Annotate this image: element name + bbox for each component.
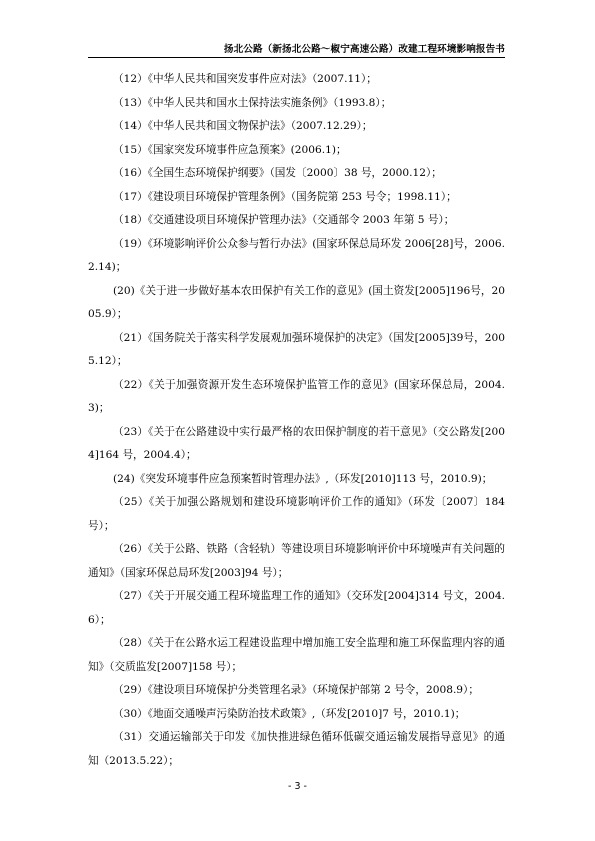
list-item: （21）《国务院关于落实科学发展观加强环境保护的决定》（国发[2005]39号，2005.12）；: [88, 331, 505, 367]
list-item: （25）《关于加强公路规划和建设环境影响评价工作的通知》（环发〔2007〕184 号）；: [88, 496, 505, 532]
list-item: （18）《交通建设项目环境保护管理办法》（交通部令 2003 年第 5 号）；: [113, 214, 455, 226]
list-item: (20)《关于进一步做好基本农田保护有关工作的意见》(国土资发[2005]196号，2005.9）；: [88, 284, 505, 320]
list-item: （15）《国家突发环境事件应急预案》(2006.1)；: [113, 143, 347, 156]
list-item: （14）《中华人民共和国文物保护法》（2007.12.29）；: [113, 120, 373, 132]
list-item: （19）《环境影响评价公众参与暂行办法》(国家环保总局环发 2006[28]号，2006.2.14)；: [88, 237, 505, 273]
list-item: (24)《突发环境事件应急预案暂时管理办法》,（环发[2010]113 号，2010.9)；: [113, 472, 493, 485]
list-item: （17）《建设项目环境保护管理条例》（国务院第 253 号令；1998.11）；: [113, 190, 457, 203]
page-number: - 3 -: [288, 781, 307, 792]
regulation-list: [88, 68, 505, 773]
list-item: （12）《中华人民共和国突发事件应对法》（2007.11）；: [113, 73, 377, 85]
header-rule: [88, 57, 505, 58]
list-item: （30）《地面交通噪声污染防治技术政策》,（环发[2010]7 号，2010.1)；: [113, 707, 466, 720]
running-header: 扬北公路（新扬北公路～椒宁高速公路）改建工程环境影响报告书: [223, 44, 505, 55]
list-item: （22）《关于加强资源开发生态环境保护监管工作的意见》(国家环保总局，2004.3)；: [88, 378, 505, 414]
list-item: （16）《全国生态环境保护纲要》（国发〔2000〕38 号，2000.12）；: [113, 167, 442, 179]
list-item: （27）《关于开展交通工程环境监理工作的通知》（交环发[2004]314 号文，2004.6）；: [88, 590, 505, 626]
list-item: （26）《关于公路、铁路（含轻轨）等建设项目环境影响评价中环境噪声有关问题的通知》（国家环保总局环发[2003]94 号）；: [88, 543, 505, 579]
list-item: （28）《关于在公路水运工程建设监理中增加施工安全监理和施工环保监理内容的通知》（交质监发[2007]158 号）；: [88, 637, 505, 673]
list-item: （31）交通运输部关于印发《加快推进绿色循环低碳交通运输发展指导意见》的通知（2013.5.22）；: [88, 731, 505, 767]
list-item: （13）《中华人民共和国水土保持法实施条例》（1993.8）；: [113, 96, 392, 109]
list-item: （29）《建设项目环境保护分类管理名录》（环境保护部第 2 号令，2008.9）；: [113, 684, 479, 696]
list-item: （23）《关于在公路建设中实行最严格的农田保护制度的若干意见》（交公路发[2004]164 号，2004.4）；: [88, 425, 505, 461]
